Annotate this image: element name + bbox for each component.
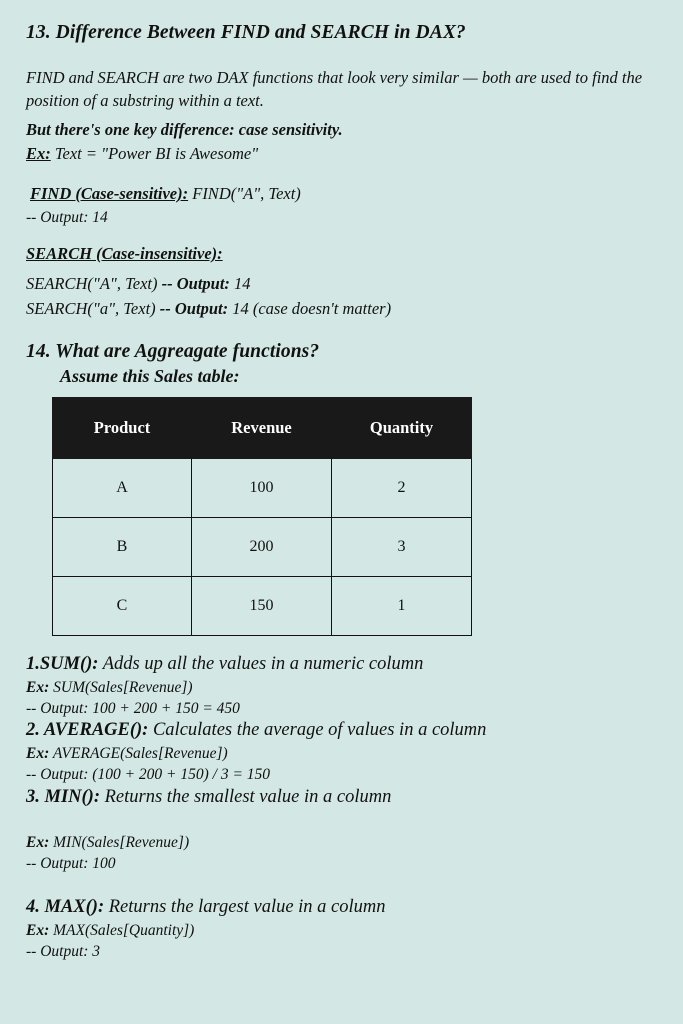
cell-product: A <box>53 459 192 518</box>
aggregate-item-sum <box>26 653 656 719</box>
aggregate-number-max: 4. <box>26 897 45 918</box>
table-row <box>53 459 472 518</box>
aggregate-output-sum: -- Output: 100 + 200 + 150 = 450 <box>26 700 240 718</box>
column-header-product: Product <box>53 398 192 459</box>
cell-product: B <box>53 518 192 577</box>
example-label: Ex: <box>26 678 50 696</box>
find-label: FIND (Case-sensitive): <box>30 184 189 203</box>
spacer <box>26 810 656 832</box>
example-label: Ex: <box>26 833 50 851</box>
search-example-line-2 <box>26 297 391 320</box>
question-14-heading: 14. What are Aggreagate functions? <box>26 341 320 362</box>
aggregate-number-average: 2. <box>26 720 44 741</box>
example-value: SUM(Sales[Revenue]) <box>49 678 193 696</box>
aggregate-example-sum <box>26 677 656 698</box>
search-output-label-2: -- Output: <box>159 299 229 318</box>
spacer <box>26 874 656 896</box>
cell-quantity: 2 <box>332 459 472 518</box>
aggregate-example-max <box>26 920 656 941</box>
example-text-line <box>26 142 258 165</box>
aggregate-item-average <box>26 719 656 785</box>
aggregate-title-max <box>26 896 656 920</box>
question-13-heading: 13. Difference Between FIND and SEARCH in DAX? <box>26 22 466 43</box>
aggregate-name-min: MIN(): <box>44 786 100 807</box>
search-label: SEARCH (Case-insensitive): <box>26 244 223 263</box>
example-value: MAX(Sales[Quantity]) <box>49 921 195 939</box>
search-code-2: SEARCH("a", Text) <box>26 299 160 318</box>
aggregate-example-min <box>26 832 656 853</box>
cell-quantity: 1 <box>332 577 472 636</box>
aggregate-title-sum <box>26 653 656 677</box>
aggregate-description-average: Calculates the average of values in a column <box>148 720 487 741</box>
key-difference-line: But there's one key difference: case sensitivity. <box>26 120 343 139</box>
example-label: Ex: <box>26 144 51 163</box>
example-value: Text = "Power BI is Awesome" <box>50 144 259 163</box>
aggregate-number-min: 3. <box>26 786 45 807</box>
table-row <box>53 577 472 636</box>
search-example-line-1 <box>26 272 251 295</box>
search-output-value-2: 14 (case doesn't matter) <box>228 299 392 318</box>
aggregate-item-max <box>26 896 656 962</box>
column-header-quantity: Quantity <box>332 398 472 459</box>
cell-revenue: 200 <box>192 518 332 577</box>
example-label: Ex: <box>26 745 50 763</box>
table-header-row <box>53 398 472 459</box>
aggregate-example-average <box>26 743 656 764</box>
aggregate-output-average: -- Output: (100 + 200 + 150) / 3 = 150 <box>26 766 271 784</box>
aggregate-functions-list <box>26 653 656 963</box>
cell-product: C <box>53 577 192 636</box>
find-code: FIND("A", Text) <box>188 184 301 203</box>
question-13-intro-paragraph: FIND and SEARCH are two DAX functions that look very similar — both are used to find the position of a substring within a text. <box>26 68 643 111</box>
aggregate-name-sum: SUM(): <box>39 654 99 674</box>
assume-sales-table-label: Assume this Sales table: <box>60 366 240 386</box>
aggregate-title-average <box>26 719 656 743</box>
aggregate-name-max: MAX(): <box>44 897 105 918</box>
example-label: Ex: <box>26 921 50 939</box>
example-value: MIN(Sales[Revenue]) <box>49 833 190 851</box>
aggregate-title-min <box>26 786 656 810</box>
cell-quantity: 3 <box>332 518 472 577</box>
find-function-line <box>30 182 301 205</box>
aggregate-name-average: AVERAGE(): <box>43 720 149 741</box>
aggregate-description-sum: Adds up all the values in a numeric column <box>98 654 424 674</box>
aggregate-description-min: Returns the smallest value in a column <box>100 786 392 807</box>
search-output-value-1: 14 <box>229 274 251 293</box>
aggregate-output-min: -- Output: 100 <box>26 854 116 872</box>
aggregate-output-max: -- Output: 3 <box>26 943 101 961</box>
search-heading-line <box>26 242 223 265</box>
search-output-label-1: -- Output: <box>161 274 230 293</box>
aggregate-item-min <box>26 786 656 874</box>
search-code-1: SEARCH("A", Text) <box>26 274 162 293</box>
cell-revenue: 100 <box>192 459 332 518</box>
aggregate-number-sum: 1. <box>26 654 40 674</box>
example-value: AVERAGE(Sales[Revenue]) <box>49 745 228 763</box>
column-header-revenue: Revenue <box>192 398 332 459</box>
aggregate-description-max: Returns the largest value in a column <box>104 897 386 918</box>
cell-revenue: 150 <box>192 577 332 636</box>
sales-table <box>52 397 472 636</box>
find-output-line: -- Output: 14 <box>26 209 108 226</box>
table-row <box>53 518 472 577</box>
